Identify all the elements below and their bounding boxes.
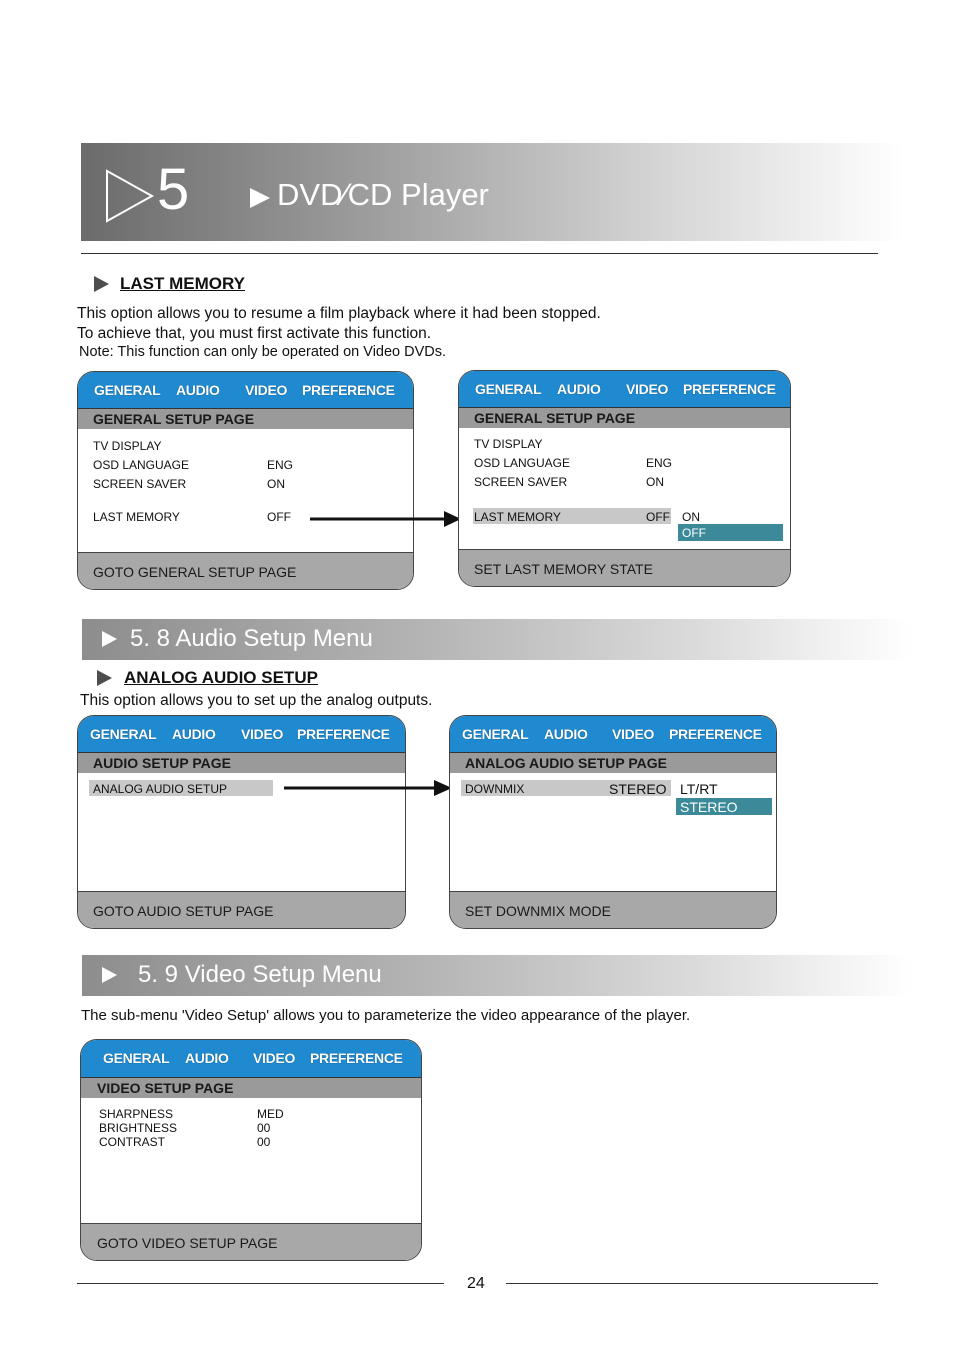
header-divider [81,253,878,254]
tab-video[interactable]: VIDEO [241,726,284,742]
menu-body [78,429,413,553]
menu-item-label[interactable]: CONTRAST [99,1135,165,1149]
chapter-banner [81,143,903,241]
menu-page-header: GENERAL SETUP PAGE [78,408,413,430]
option-on[interactable]: ON [682,510,700,524]
menu-page-header: VIDEO SETUP PAGE [81,1077,421,1099]
menu-item-label[interactable]: ANALOG AUDIO SETUP [93,782,228,796]
tab-preference[interactable]: PREFERENCE [669,726,762,742]
last-memory-state-menu [458,370,791,587]
play-icon [102,967,117,983]
tab-general[interactable]: GENERAL [462,726,529,742]
menu-item-label[interactable]: OSD LANGUAGE [93,458,190,472]
tab-video[interactable]: VIDEO [626,381,669,397]
arrow-right-icon [310,510,462,528]
video-section-banner [82,955,912,996]
tab-preference[interactable]: PREFERENCE [302,382,395,398]
menu-item-label[interactable]: TV DISPLAY [474,437,543,451]
menu-item-value: ON [267,477,285,491]
menu-item-label[interactable]: OSD LANGUAGE [474,456,571,470]
menu-footer: GOTO VIDEO SETUP PAGE [81,1223,421,1260]
video-setup-text: The sub-menu 'Video Setup' allows you to parameterize the video appearance of the player. [81,1007,691,1024]
menu-tab-bar [78,372,413,408]
tab-preference[interactable]: PREFERENCE [683,381,776,397]
option-stereo[interactable]: STEREO [680,799,738,815]
option-off[interactable]: OFF [682,526,706,540]
last-memory-line-1: This option allows you to resume a film playback where it had been stopped. [77,305,601,322]
menu-footer: SET DOWNMIX MODE [450,891,776,928]
menu-page-header: ANALOG AUDIO SETUP PAGE [450,752,776,774]
audio-section-title: 5. 8 Audio Setup Menu [130,625,373,652]
audio-setup-menu [77,715,406,929]
menu-footer: GOTO AUDIO SETUP PAGE [78,891,405,928]
menu-item-value: OFF [267,510,291,524]
tab-video[interactable]: VIDEO [612,726,655,742]
menu-tab-bar [450,716,776,752]
analog-audio-heading: ANALOG AUDIO SETUP [124,668,318,687]
tab-preference[interactable]: PREFERENCE [310,1050,403,1066]
menu-item-label[interactable]: TV DISPLAY [93,439,162,453]
page-number: 24 [467,1275,485,1292]
footer-rule-left [77,1283,444,1284]
tab-audio[interactable]: AUDIO [557,381,601,397]
menu-page-header: GENERAL SETUP PAGE [459,407,790,429]
last-memory-heading: LAST MEMORY [120,274,245,293]
menu-body [450,773,776,892]
menu-tab-bar [459,371,790,407]
option-lt-rt[interactable]: LT/RT [680,781,718,797]
menu-body [81,1098,421,1224]
menu-item-label[interactable]: SCREEN SAVER [93,477,187,491]
analog-audio-setup-menu [449,715,777,929]
analog-audio-text: This option allows you to set up the analog outputs. [80,692,433,709]
menu-item-value: 00 [257,1121,271,1135]
menu-item-value: 00 [257,1135,271,1149]
menu-item-label[interactable]: LAST MEMORY [474,510,561,524]
menu-item-value: ON [646,475,664,489]
tab-audio[interactable]: AUDIO [172,726,216,742]
menu-page-header: AUDIO SETUP PAGE [78,752,405,774]
menu-item-value: ENG [646,456,673,470]
tab-audio[interactable]: AUDIO [544,726,588,742]
tab-video[interactable]: VIDEO [245,382,288,398]
menu-item-label[interactable]: SHARPNESS [99,1107,174,1121]
tab-video[interactable]: VIDEO [253,1050,296,1066]
menu-item-value: STEREO [609,781,667,797]
video-setup-menu [80,1039,422,1261]
menu-item-value: MED [257,1107,284,1121]
play-outline-icon [105,169,155,223]
tab-general[interactable]: GENERAL [475,381,542,397]
menu-footer: SET LAST MEMORY STATE [459,549,790,586]
menu-tab-bar [78,716,405,752]
menu-body [459,428,790,550]
bullet-arrow-icon [97,670,112,686]
menu-item-value: OFF [646,510,670,524]
menu-footer: GOTO GENERAL SETUP PAGE [78,552,413,589]
chapter-title: DVD∕CD Player [277,177,489,212]
footer-rule-right [506,1283,878,1284]
menu-item-value: ENG [267,458,294,472]
chapter-number: 5 [157,157,190,222]
tab-general[interactable]: GENERAL [94,382,161,398]
general-setup-menu [77,371,414,590]
menu-item-label[interactable]: SCREEN SAVER [474,475,568,489]
last-memory-line-2: To achieve that, you must first activate this function. [77,325,432,342]
menu-tab-bar [81,1040,421,1077]
video-section-title: 5. 9 Video Setup Menu [138,961,382,988]
menu-item-label[interactable]: LAST MEMORY [93,510,180,524]
play-icon [249,187,271,209]
tab-general[interactable]: GENERAL [103,1050,170,1066]
tab-preference[interactable]: PREFERENCE [297,726,390,742]
arrow-right-icon [284,779,454,797]
play-icon [102,631,117,647]
bullet-arrow-icon [94,276,109,292]
menu-item-label[interactable]: DOWNMIX [465,782,525,796]
tab-audio[interactable]: AUDIO [185,1050,229,1066]
last-memory-note: Note: This function can only be operated on Video DVDs. [79,344,447,360]
audio-section-banner [82,619,912,660]
tab-general[interactable]: GENERAL [90,726,157,742]
tab-audio[interactable]: AUDIO [176,382,220,398]
menu-item-label[interactable]: BRIGHTNESS [99,1121,178,1135]
